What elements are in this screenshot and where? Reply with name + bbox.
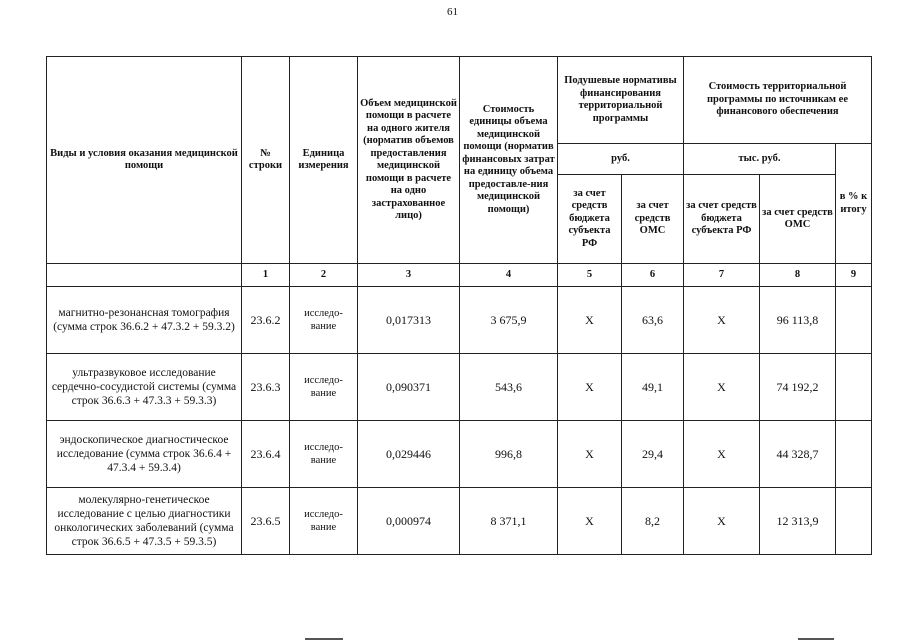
row-name: молекулярно-генетическое исследование с целью диагностики онкологических заболеваний (сумма строк 36.6.5 + 47.3.5 + 59.3.5) [47, 488, 242, 555]
column-numbers-row [47, 264, 872, 287]
table-row [47, 421, 872, 488]
column-number: 2 [290, 264, 358, 287]
header-oms-8: за счет средств ОМС [760, 175, 836, 264]
row-c6: 63,6 [622, 287, 684, 354]
header-thousand-rub: тыс. руб. [684, 144, 836, 175]
header-kinds: Виды и условия оказания медицинской помощи [47, 57, 242, 264]
row-name: магнитно-резонансная томография (сумма строк 36.6.2 + 47.3.2 + 59.3.2) [47, 287, 242, 354]
page-number: 61 [447, 6, 458, 18]
row-number: 23.6.2 [242, 287, 290, 354]
row-unit: исследо-вание [290, 354, 358, 421]
row-c9 [836, 287, 872, 354]
column-number: 7 [684, 264, 760, 287]
row-c9 [836, 488, 872, 555]
table-row [47, 287, 872, 354]
row-number: 23.6.5 [242, 488, 290, 555]
header-budget-rf-7: за счет средств бюджета субъекта РФ [684, 175, 760, 264]
row-c9 [836, 354, 872, 421]
header-cost: Стоимость единицы объема медицинской помощи (норматив финансовых затрат на единицу объема предоставле-ния медицинской помощи) [460, 57, 558, 264]
row-c8: 96 113,8 [760, 287, 836, 354]
column-number: 5 [558, 264, 622, 287]
row-c8: 12 313,9 [760, 488, 836, 555]
row-c8: 74 192,2 [760, 354, 836, 421]
row-c7: X [684, 421, 760, 488]
column-number: 8 [760, 264, 836, 287]
column-number: 1 [242, 264, 290, 287]
financing-table [46, 56, 872, 555]
column-number: 6 [622, 264, 684, 287]
row-c5: X [558, 488, 622, 555]
row-c7: X [684, 354, 760, 421]
table-row [47, 488, 872, 555]
row-name: эндоскопическое диагностическое исследование (сумма строк 36.6.4 + 47.3.4 + 59.3.4) [47, 421, 242, 488]
row-unit: исследо-вание [290, 287, 358, 354]
row-volume: 0,029446 [358, 421, 460, 488]
header-per-capita: Подушевые нормативы финансирования территориальной программы [558, 57, 684, 144]
row-c7: X [684, 488, 760, 555]
row-c6: 29,4 [622, 421, 684, 488]
row-c7: X [684, 287, 760, 354]
row-number: 23.6.4 [242, 421, 290, 488]
row-c6: 49,1 [622, 354, 684, 421]
header-rub: руб. [558, 144, 684, 175]
header-unit: Единица измерения [290, 57, 358, 264]
header-oms-6: за счет средств ОМС [622, 175, 684, 264]
column-number-empty [47, 264, 242, 287]
row-c9 [836, 421, 872, 488]
header-territorial-cost: Стоимость территориальной программы по источникам ее финансового обеспечения [684, 57, 872, 144]
row-cost: 543,6 [460, 354, 558, 421]
row-name: ультразвуковое исследование сердечно-сосудистой системы (сумма строк 36.6.3 + 47.3.3 + 59.3.3) [47, 354, 242, 421]
row-cost: 996,8 [460, 421, 558, 488]
row-c5: X [558, 354, 622, 421]
header-row-no: № строки [242, 57, 290, 264]
header-percent: в % к итогу [836, 144, 872, 264]
row-volume: 0,000974 [358, 488, 460, 555]
row-unit: исследо-вание [290, 488, 358, 555]
row-unit: исследо-вание [290, 421, 358, 488]
row-c5: X [558, 287, 622, 354]
row-c8: 44 328,7 [760, 421, 836, 488]
column-number: 9 [836, 264, 872, 287]
row-cost: 3 675,9 [460, 287, 558, 354]
row-volume: 0,090371 [358, 354, 460, 421]
column-number: 3 [358, 264, 460, 287]
header-budget-rf-5: за счет средств бюджета субъекта РФ [558, 175, 622, 264]
row-c5: X [558, 421, 622, 488]
row-c6: 8,2 [622, 488, 684, 555]
row-number: 23.6.3 [242, 354, 290, 421]
row-cost: 8 371,1 [460, 488, 558, 555]
column-number: 4 [460, 264, 558, 287]
row-volume: 0,017313 [358, 287, 460, 354]
table-row [47, 354, 872, 421]
header-volume: Объем медицинской помощи в расчете на одного жителя (норматив объемов предоставления медицинской помощи в расчете на одно застрахованное лицо) [358, 57, 460, 264]
